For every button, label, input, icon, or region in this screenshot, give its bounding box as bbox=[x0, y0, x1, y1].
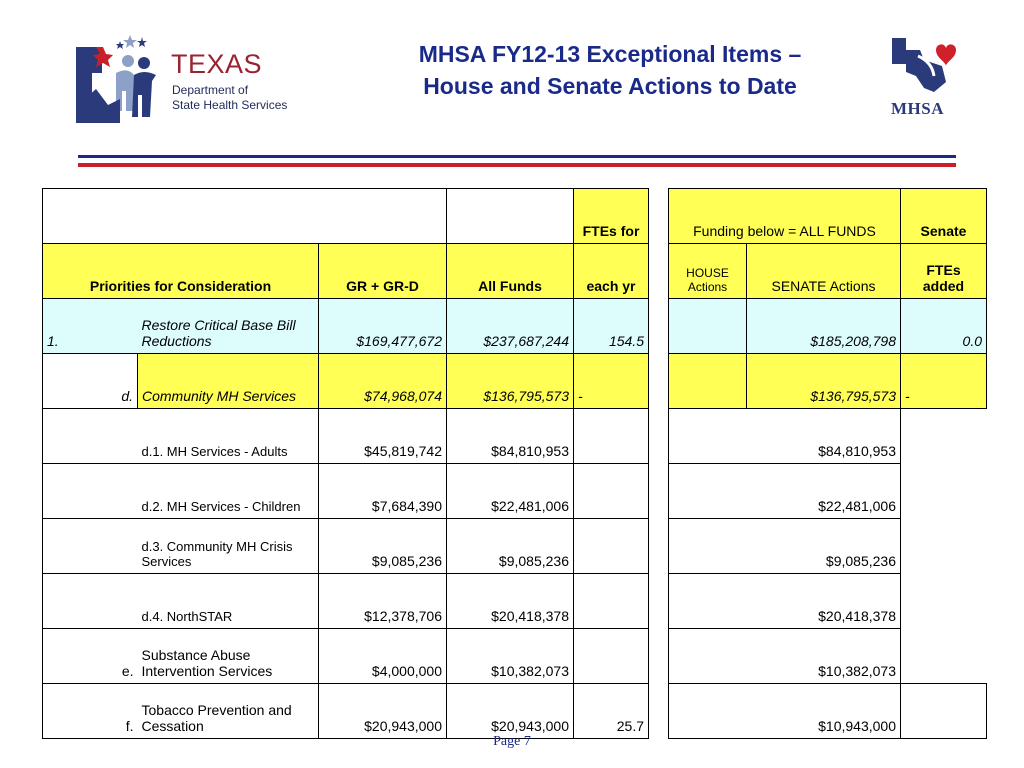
page-title-line2: House and Senate Actions to Date bbox=[423, 73, 797, 99]
row-senate: $136,795,573 bbox=[747, 354, 901, 409]
row-gr: $9,085,236 bbox=[319, 519, 447, 574]
row-ftes bbox=[574, 574, 649, 629]
logo-dept-line1: Department of bbox=[172, 83, 249, 97]
row-senate: $10,382,073 bbox=[747, 629, 901, 684]
page-title-line1: MHSA FY12-13 Exceptional Items – bbox=[418, 41, 802, 67]
row-all-funds: $10,382,073 bbox=[447, 629, 574, 684]
header-senate: Senate bbox=[901, 189, 987, 244]
dshs-emblem-icon bbox=[76, 33, 168, 123]
row-ftes bbox=[574, 409, 649, 464]
table-row bbox=[43, 684, 987, 739]
header-gr: GR + GR-D bbox=[319, 244, 447, 299]
row-all-funds: $20,943,000 bbox=[447, 684, 574, 739]
row-senate: $185,208,798 bbox=[747, 299, 901, 354]
header-rule-red bbox=[78, 163, 956, 167]
table-row bbox=[43, 629, 987, 684]
table-row bbox=[43, 409, 987, 464]
row-all-funds: $237,687,244 bbox=[447, 299, 574, 354]
row-number: e. bbox=[121, 663, 134, 679]
row-label: Tobacco Prevention and Cessation bbox=[138, 684, 319, 739]
row-gr: $74,968,074 bbox=[319, 354, 447, 409]
row-all-funds: $84,810,953 bbox=[447, 409, 574, 464]
row-senate: $84,810,953 bbox=[747, 409, 901, 464]
row-label: d.4. NorthSTAR bbox=[138, 574, 319, 629]
row-all-funds: $22,481,006 bbox=[447, 464, 574, 519]
texas-dshs-logo bbox=[76, 33, 306, 123]
row-senate: $20,418,378 bbox=[747, 574, 901, 629]
header-each-yr: each yr bbox=[574, 244, 649, 299]
row-number: 1. bbox=[43, 299, 138, 354]
row-gr: $4,000,000 bbox=[319, 629, 447, 684]
row-ftes: - bbox=[574, 354, 649, 409]
row-ftes-added: 0.0 bbox=[901, 299, 987, 354]
header-house-actions: HOUSE Actions bbox=[669, 244, 747, 299]
table-row bbox=[43, 519, 987, 574]
row-house bbox=[669, 354, 747, 409]
mhsa-logo bbox=[888, 36, 960, 124]
row-gr: $169,477,672 bbox=[319, 299, 447, 354]
row-label: d.2. MH Services - Children bbox=[138, 464, 319, 519]
logo-dept-line2: State Health Services bbox=[172, 98, 288, 112]
row-ftes bbox=[574, 519, 649, 574]
row-senate: $10,943,000 bbox=[747, 684, 901, 739]
row-label: Community MH Services bbox=[138, 354, 319, 409]
header-priorities: Priorities for Consideration bbox=[43, 244, 319, 299]
row-all-funds: $9,085,236 bbox=[447, 519, 574, 574]
header-rule-blue bbox=[78, 155, 956, 158]
row-senate: $22,481,006 bbox=[747, 464, 901, 519]
row-label: Substance Abuse Intervention Services bbox=[138, 629, 319, 684]
row-ftes: 154.5 bbox=[574, 299, 649, 354]
table-row bbox=[43, 299, 987, 354]
row-ftes-added: - bbox=[901, 354, 987, 409]
row-number: d. bbox=[121, 388, 133, 404]
row-label: Restore Critical Base Bill Reductions bbox=[138, 299, 319, 354]
row-all-funds: $136,795,573 bbox=[447, 354, 574, 409]
header-blank-cell bbox=[447, 189, 574, 244]
header-all-funds: All Funds bbox=[447, 244, 574, 299]
table-row bbox=[43, 574, 987, 629]
logo-mhsa-text: MHSA bbox=[891, 99, 944, 118]
table-row bbox=[43, 464, 987, 519]
logo-texas-text: TEXAS bbox=[171, 49, 263, 79]
header-funding-note: Funding below = ALL FUNDS bbox=[669, 189, 901, 244]
header-senate-actions: SENATE Actions bbox=[747, 244, 901, 299]
row-number: f. bbox=[125, 718, 134, 734]
row-label: d.3. Community MH Crisis Services bbox=[138, 519, 319, 574]
row-house bbox=[669, 299, 747, 354]
row-gr: $7,684,390 bbox=[319, 464, 447, 519]
header-rule-white bbox=[78, 160, 956, 162]
page-title bbox=[330, 38, 890, 102]
header-ftes-added: FTEs added bbox=[901, 244, 987, 299]
header-blank-cell bbox=[43, 189, 447, 244]
exceptional-items-table bbox=[42, 188, 987, 739]
row-label: d.1. MH Services - Adults bbox=[138, 409, 319, 464]
row-all-funds: $20,418,378 bbox=[447, 574, 574, 629]
row-ftes-added bbox=[901, 684, 987, 739]
row-gr: $45,819,742 bbox=[319, 409, 447, 464]
table-row bbox=[43, 354, 987, 409]
header-ftes-for: FTEs for bbox=[574, 189, 649, 244]
page-number: Page 7 bbox=[493, 734, 531, 749]
row-gr: $12,378,706 bbox=[319, 574, 447, 629]
row-ftes bbox=[574, 464, 649, 519]
table-header-row-1 bbox=[43, 189, 987, 244]
row-gr: $20,943,000 bbox=[319, 684, 447, 739]
table-header-row-2 bbox=[43, 244, 987, 299]
row-ftes: 25.7 bbox=[574, 684, 649, 739]
row-ftes bbox=[574, 629, 649, 684]
mhsa-heart-texas-icon bbox=[888, 36, 960, 98]
row-senate: $9,085,236 bbox=[747, 519, 901, 574]
